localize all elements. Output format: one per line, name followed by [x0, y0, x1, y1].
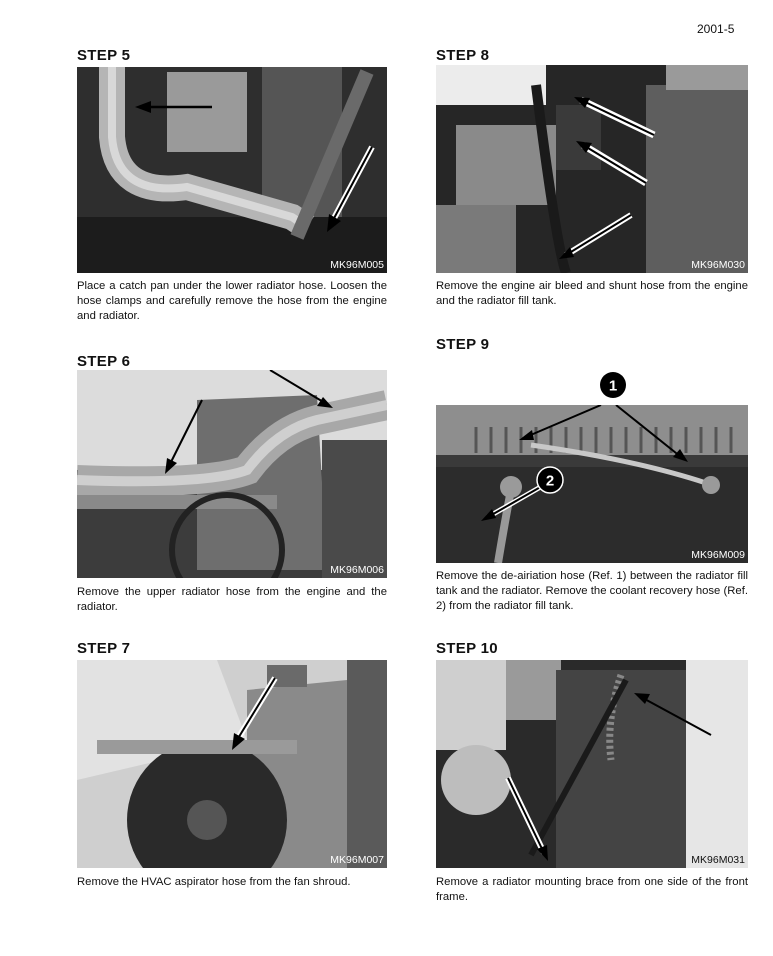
step-8-photo [436, 65, 748, 273]
step-5-title: STEP 5 [77, 47, 131, 64]
step-6-image-code: MK96M006 [330, 564, 384, 576]
callout-2-label: 2 [545, 472, 555, 490]
step-8-image-code: MK96M030 [691, 259, 745, 271]
callout-2-badge [535, 465, 565, 495]
page-number: 2001-5 [697, 22, 735, 36]
step-9-caption: Remove the de-airiation hose (Ref. 1) between the radiator fill tank and the radiator. Remove the coolant recovery hose (Ref. 2) from the radiator fill tank. [436, 570, 748, 612]
step-7-photo [77, 660, 387, 868]
step-7-image-code: MK96M007 [330, 854, 384, 866]
step-10-image-code: MK96M031 [691, 854, 745, 866]
step-7-caption: Remove the HVAC aspirator hose from the fan shroud. [77, 876, 351, 888]
step-9-photo [436, 405, 748, 563]
step-6-title: STEP 6 [77, 353, 131, 370]
step-6-photo [77, 370, 387, 578]
step-5-image-code: MK96M005 [330, 259, 384, 271]
step-10-title: STEP 10 [436, 640, 498, 657]
step-10-caption: Remove a radiator mounting brace from one side of the front frame. [436, 876, 748, 903]
step-8-title: STEP 8 [436, 47, 490, 64]
callout-1-label: 1 [608, 377, 618, 395]
step-9-title: STEP 9 [436, 336, 490, 353]
step-6-caption: Remove the upper radiator hose from the engine and the radiator. [77, 586, 387, 613]
step-5-photo [77, 67, 387, 273]
step-10-photo [436, 660, 748, 868]
step-8-caption: Remove the engine air bleed and shunt hose from the engine and the radiator fill tank. [436, 280, 748, 307]
step-5-caption: Place a catch pan under the lower radiator hose. Loosen the hose clamps and carefully remove the hose from the engine and radiator. [77, 280, 387, 322]
callout-1-badge [597, 369, 629, 401]
step-9-image-code: MK96M009 [691, 549, 745, 561]
step-7-title: STEP 7 [77, 640, 131, 657]
